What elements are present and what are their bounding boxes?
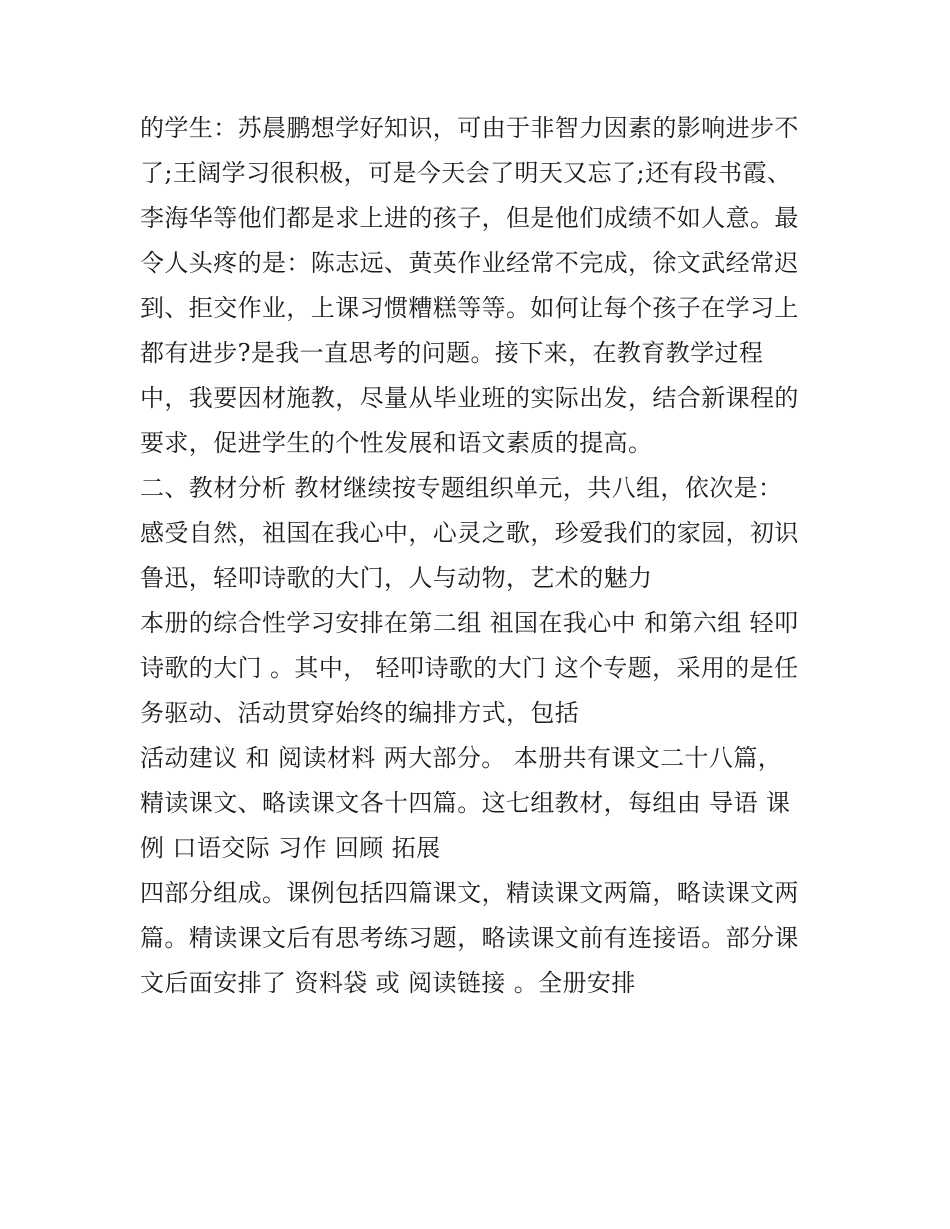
text-line: 四部分组成。课例包括四篇课文，精读课文两篇，略读课文两 bbox=[140, 879, 799, 907]
text-line: 文后面安排了 资料袋 或 阅读链接 。全册安排 bbox=[140, 969, 636, 997]
text-line: 本册的综合性学习安排在第二组 祖国在我心中 和第六组 轻叩 bbox=[140, 609, 799, 637]
text-line: 李海华等他们都是求上进的孩子，但是他们成绩不如人意。最 bbox=[140, 204, 799, 232]
text-line: 务驱动、活动贯穿始终的编排方式，包括 bbox=[140, 699, 580, 727]
text-line: 的学生：苏晨鹏想学好知识，可由于非智力因素的影响进步不 bbox=[140, 114, 799, 142]
text-line: 活动建议 和 阅读材料 两大部分。 本册共有课文二十八篇， bbox=[140, 744, 783, 772]
text-line: 鲁迅，轻叩诗歌的大门，人与动物，艺术的魅力 bbox=[140, 564, 653, 592]
text-line: 都有进步?是我一直思考的问题。接下来，在教育教学过程 bbox=[140, 339, 764, 367]
text-line: 中，我要因材施教，尽量从毕业班的实际出发，结合新课程的 bbox=[140, 384, 799, 412]
text-line: 令人头疼的是：陈志远、黄英作业经常不完成，徐文武经常迟 bbox=[140, 249, 799, 277]
text-line: 到、拒交作业，上课习惯糟糕等等。如何让每个孩子在学习上 bbox=[140, 294, 799, 322]
text-line: 例 口语交际 习作 回顾 拓展 bbox=[140, 834, 441, 862]
text-line: 要求，促进学生的个性发展和语文素质的提高。 bbox=[140, 429, 653, 457]
text-line: 篇。精读课文后有思考练习题，略读课文前有连接语。部分课 bbox=[140, 924, 799, 952]
text-line: 感受自然，祖国在我心中，心灵之歌，珍爱我们的家园，初识 bbox=[140, 519, 799, 547]
section-heading-line: 二、教材分析 教材继续按专题组织单元，共八组，依次是： bbox=[140, 474, 783, 502]
text-line: 了;王阔学习很积极，可是今天会了明天又忘了;还有段书霞、 bbox=[140, 159, 792, 187]
body-text bbox=[140, 106, 830, 1006]
text-line: 诗歌的大门 。其中， 轻叩诗歌的大门 这个专题，采用的是任 bbox=[140, 654, 799, 682]
text-line: 精读课文、略读课文各十四篇。这七组教材，每组由 导语 课 bbox=[140, 789, 791, 817]
